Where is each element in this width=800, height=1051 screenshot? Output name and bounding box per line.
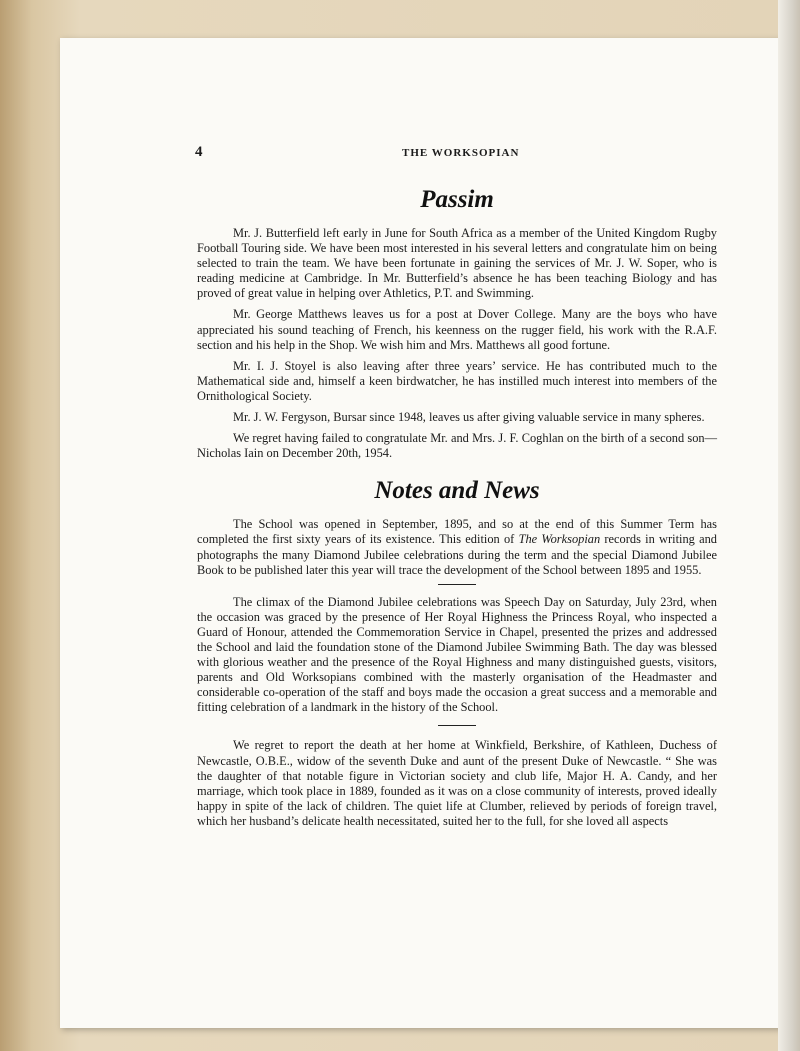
section-divider <box>438 725 476 726</box>
publication-title: The Worksopian <box>518 532 601 547</box>
passim-paragraph: Mr. I. J. Stoyel is also leaving after three years’ service. He has contributed much to the Mathematical side and, himself a keen birdwatcher, he has instilled much interest into members of the Ornithological Society. <box>197 358 717 403</box>
notes-paragraph: We regret to report the death at her home at Winkfield, Berkshire, of Kathleen, Duchess of Newcastle, O.B.E., widow of the seventh Duke and aunt of the present Duke of Newcastle. “ She was the daughter of that notable figure in Victorian society and club life, Major H. A. Candy, and her marriage, which took place in 1889, founded as it was on a close community of interests, proved ideally happy in spite of the lack of children. The quiet life at Clumber, relieved by periods of foreign travel, which her husband’s delicate health necessitated, suited her to the full, for she loved all aspects <box>197 738 717 828</box>
passim-paragraph: Mr. George Matthews leaves us for a post at Dover College. Many are the boys who have appreciated his sound teaching of French, his keenness on the rugger field, his work with the R.A.F. section and his help in the Shop. We wish him and Mrs. Matthews all good fortune. <box>197 307 717 352</box>
notes-paragraph <box>197 517 717 577</box>
running-title: THE WORKSOPIAN <box>402 147 520 159</box>
page-number: 4 <box>195 144 203 160</box>
article-column <box>197 180 717 835</box>
section-heading-notes: Notes and News <box>374 477 540 505</box>
notes-text: records in writing and photographs the many Diamond Jubilee celebrations during the term and the special Diamond Jubilee Book to be published later this year will trace the development of the School between 1895 and 1955. <box>197 532 717 577</box>
passim-paragraph: Mr. J. Butterfield left early in June for South Africa as a member of the United Kingdom Rugby Football Touring side. We have been most interested in his several letters and congratulate him on being selected to train the team. We have been fortunate in gaining the services of Mr. J. W. Soper, who is reading medicine at Cambridge. In Mr. Butterfield’s absence he has been teaching Biology and has proved of great value in helping over Athletics, P.T. and Swimming. <box>197 226 717 301</box>
passim-paragraph: We regret having failed to congratulate Mr. and Mrs. J. F. Coghlan on the birth of a second son—Nicholas Iain on December 20th, 1954. <box>197 431 717 461</box>
section-heading-passim: Passim <box>420 186 494 213</box>
section-divider <box>438 584 476 585</box>
notes-paragraph: The climax of the Diamond Jubilee celebrations was Speech Day on Saturday, July 23rd, when the occasion was graced by the presence of Her Royal Highness the Princess Royal, who inspected a Guard of Honour, attended the Commemoration Service in Chapel, presented the prizes and addressed the School and laid the foundation stone of the Diamond Jubilee Swimming Bath. The day was blessed with glorious weather and the presence of the Royal Highness and many distinguished guests, visitors, parents and Old Worksopians combined with the masterly organisation of the Headmaster and considerable co-operation of the staff and boys made the occasion a great success and a memorable and fitting celebration of a landmark in the history of the School. <box>197 594 717 715</box>
page-edge <box>778 0 800 1051</box>
notes-text: The School was opened in September, 1895, and so at the end of this Summer Term has completed the first sixty years of its existence. This edition of <box>197 517 717 547</box>
passim-paragraph: Mr. J. W. Fergyson, Bursar since 1948, leaves us after giving valuable service in many spheres. <box>233 410 705 425</box>
